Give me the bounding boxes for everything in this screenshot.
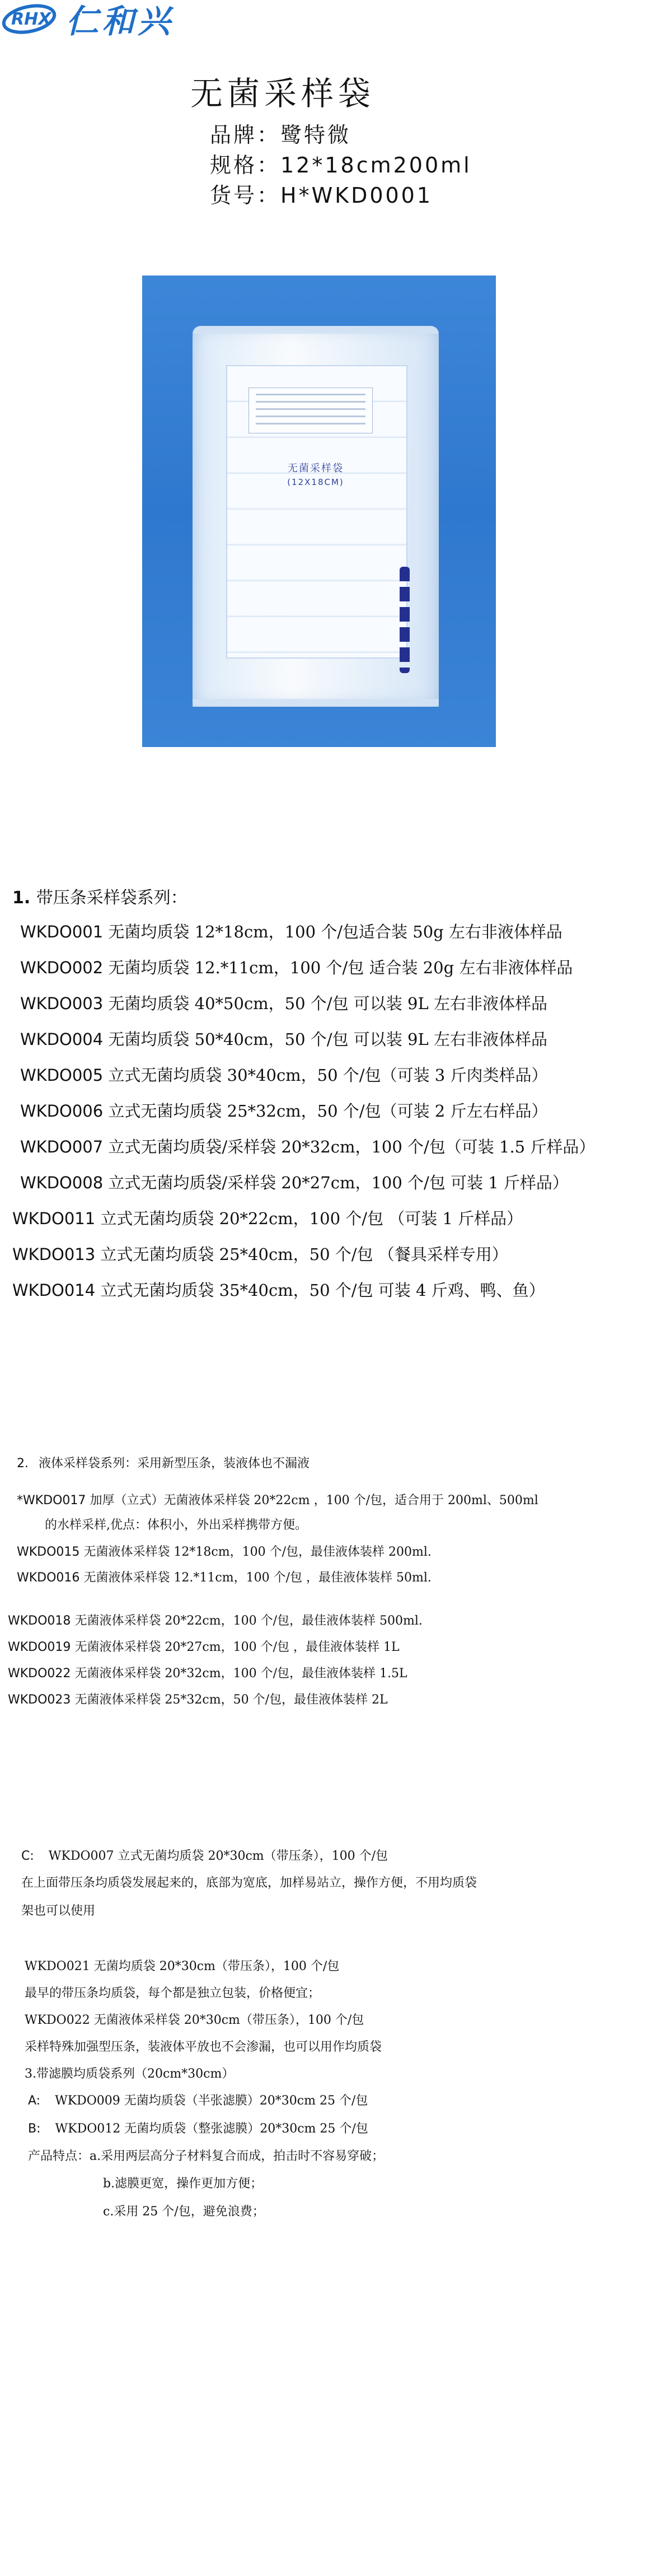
section3-item-b xyxy=(28,2119,368,2136)
product-title: 无菌采样袋 xyxy=(190,74,376,113)
item-code: WKDO003 xyxy=(20,994,104,1013)
list-item xyxy=(8,1611,423,1628)
item-code: WKDO005 xyxy=(20,1066,104,1085)
item-code: WKDO001 xyxy=(20,922,104,941)
list-item xyxy=(20,1063,547,1086)
brand-logo xyxy=(0,0,213,40)
list-item xyxy=(20,955,573,978)
list-item xyxy=(17,1542,432,1560)
item-desc: 立式无菌均质袋 30*40cm，50 个/包（可装 3 斤肉类样品） xyxy=(108,1066,548,1085)
features-line-a xyxy=(28,2146,384,2164)
item-desc: 无菌液体采样袋 25*32cm，50 个/包，最佳液体装样 2L xyxy=(74,1693,388,1707)
list-item xyxy=(12,1278,545,1301)
section2-heading xyxy=(17,1454,310,1471)
product-brand: 品牌：鹭特微 xyxy=(210,123,351,147)
item-code: WKDO006 xyxy=(20,1102,104,1121)
item-desc: 无菌液体采样袋 20*22cm，100 个/包，最佳液体装样 500ml. xyxy=(74,1614,423,1628)
item-b-text: WKDO012 无菌均质袋（整张滤膜）20*30cm 25 个/包 xyxy=(55,2122,368,2136)
list-item xyxy=(8,1690,388,1707)
list-item xyxy=(12,1242,508,1265)
product-photo xyxy=(142,276,496,747)
list-item xyxy=(20,991,547,1014)
bag-print-name: 无菌采样袋 xyxy=(288,463,344,474)
item-code: WKDO019 xyxy=(8,1640,71,1654)
item-desc: 无菌液体采样袋 12.*11cm，100 个/包 ，最佳液体装样 50ml. xyxy=(83,1571,432,1585)
list-item xyxy=(17,1568,432,1585)
section1-num: 1. xyxy=(12,888,31,908)
item-desc: 立式无菌均质袋 20*22cm，100 个/包 （可装 1 斤样品） xyxy=(100,1209,523,1228)
item-desc: 无菌均质袋 12*18cm，100 个/包适合装 50g 左右非液体样品 xyxy=(108,922,562,941)
zip-strip xyxy=(400,567,410,673)
section-c-line1: 在上面带压条均质袋发展起来的，底部为宽底，加样易站立，操作方便，不用均质袋 xyxy=(21,1876,477,1890)
list-item xyxy=(20,1170,569,1193)
section3-heading: 3.带滤膜均质袋系列（20cm*30cm） xyxy=(25,2067,235,2081)
section-c-label: C: xyxy=(21,1849,34,1863)
item-a-text: WKDO009 无菌均质袋（半张滤膜）20*30cm 25 个/包 xyxy=(55,2094,368,2108)
section2-num: 2. xyxy=(17,1457,29,1471)
note-text: 加厚（立式）无菌液体采样袋 20*22cm ，100 个/包，适合用于 200ml、500ml xyxy=(90,1494,538,1508)
rhx-logo-icon xyxy=(0,0,213,40)
item-b-label: B: xyxy=(28,2122,41,2136)
section-c-title: WKDO007 立式无菌均质袋 20*30cm（带压条），100 个/包 xyxy=(48,1849,388,1863)
item-code: WKDO011 xyxy=(12,1209,96,1228)
feature-c: c.采用 25 个/包，避免浪费； xyxy=(103,2205,265,2219)
item-desc: 无菌均质袋 40*50cm，50 个/包 可以装 9L 左右非液体样品 xyxy=(108,994,547,1013)
item-code: WKDO002 xyxy=(20,958,104,977)
feature-a: a.采用两层高分子材料复合而成，拍击时不容易穿破； xyxy=(90,2149,385,2163)
section2-note-line1 xyxy=(17,1491,538,1508)
item-desc: 无菌液体采样袋 20*32cm，100 个/包，最佳液体装样 1.5L xyxy=(74,1667,407,1681)
sample-bag-image xyxy=(193,326,439,707)
list-item xyxy=(12,1206,523,1229)
item-code: WKDO014 xyxy=(12,1281,96,1300)
section2-note-line2: 的水样采样,优点：体积小，外出采样携带方便。 xyxy=(45,1518,307,1532)
section-d-line1: WKDO021 无菌均质袋 20*30cm（带压条），100 个/包 xyxy=(25,1959,340,1973)
product-code: 货号：H*WKD0001 xyxy=(210,183,433,208)
list-item xyxy=(20,1099,547,1122)
item-code: WKDO016 xyxy=(17,1571,80,1585)
section-c-line2: 架也可以使用 xyxy=(21,1904,96,1918)
item-code: WKDO023 xyxy=(8,1693,71,1707)
section-d-line3: WKDO022 无菌液体采样袋 20*30cm（带压条），100 个/包 xyxy=(25,2013,364,2027)
list-item xyxy=(20,1027,547,1050)
bag-top-seal xyxy=(193,326,439,334)
list-item xyxy=(8,1664,407,1681)
feature-b: b.滤膜更宽，操作更加方便； xyxy=(103,2177,263,2191)
section1-heading xyxy=(12,884,187,908)
features-label: 产品特点： xyxy=(28,2149,90,2163)
section-d-line2: 最早的带压条均质袋，每个都是独立包装，价格便宜； xyxy=(25,1986,321,2000)
list-item xyxy=(8,1637,400,1655)
item-desc: 立式无菌均质袋/采样袋 20*32cm，100 个/包（可装 1.5 斤样品） xyxy=(108,1137,596,1156)
bag-print-size: (12X18CM) xyxy=(287,477,344,487)
logo-text: 仁和兴 xyxy=(66,2,174,40)
note-code: *WKDO017 xyxy=(17,1494,86,1508)
item-a-label: A: xyxy=(28,2094,41,2108)
section3-item-a xyxy=(28,2091,368,2108)
item-desc: 立式无菌均质袋 35*40cm，50 个/包 可装 4 斤鸡、鸭、鱼） xyxy=(100,1281,545,1300)
logo-mark: RHX xyxy=(11,10,51,29)
bag-label xyxy=(249,388,373,433)
item-desc: 无菌均质袋 50*40cm，50 个/包 可以装 9L 左右非液体样品 xyxy=(108,1030,547,1049)
item-desc: 立式无菌均质袋 25*40cm，50 个/包 （餐具采样专用） xyxy=(100,1245,508,1264)
item-desc: 无菌液体采样袋 20*27cm，100 个/包 ，最佳液体装样 1L xyxy=(74,1640,400,1654)
list-item xyxy=(20,920,562,942)
section1-title: 带压条采样袋系列： xyxy=(36,888,187,908)
item-desc: 立式无菌均质袋/采样袋 20*27cm，100 个/包 可装 1 斤样品） xyxy=(108,1173,569,1192)
item-code: WKDO013 xyxy=(12,1245,96,1264)
section2-title: 液体采样袋系列：采用新型压条，装液体也不漏液 xyxy=(39,1457,310,1471)
product-spec: 规格：12*18cm200ml xyxy=(210,153,472,178)
item-desc: 无菌均质袋 12.*11cm，100 个/包 适合装 20g 左右非液体样品 xyxy=(108,958,573,977)
item-code: WKDO022 xyxy=(8,1667,71,1681)
section-d-line4: 采样特殊加强型压条，装液体平放也不会渗漏，也可以用作均质袋 xyxy=(25,2040,382,2054)
item-code: WKDO018 xyxy=(8,1614,71,1628)
item-desc: 无菌液体采样袋 12*18cm，100 个/包，最佳液体装样 200ml. xyxy=(83,1545,432,1559)
item-code: WKDO008 xyxy=(20,1173,104,1192)
bag-bottom-seal xyxy=(193,699,439,707)
item-code: WKDO007 xyxy=(20,1137,104,1156)
section-c-heading xyxy=(21,1846,388,1864)
item-code: WKDO004 xyxy=(20,1030,104,1049)
item-code: WKDO015 xyxy=(17,1545,80,1559)
list-item xyxy=(20,1135,595,1158)
item-desc: 立式无菌均质袋 25*32cm，50 个/包（可装 2 斤左右样品） xyxy=(108,1102,548,1121)
